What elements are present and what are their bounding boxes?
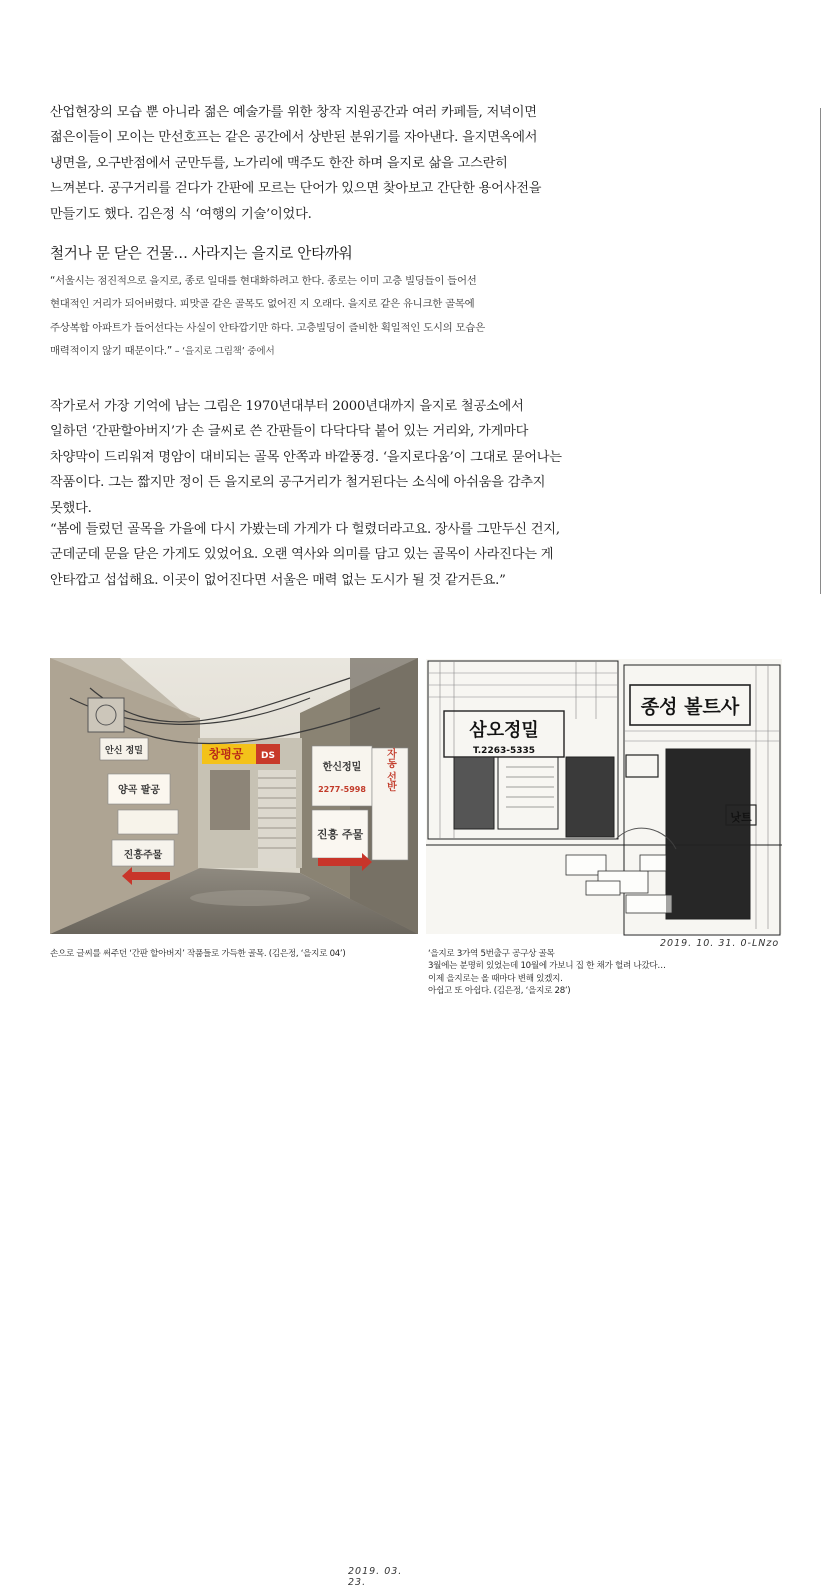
sign-right-3: 2277-5998 xyxy=(318,785,366,794)
body-paragraph-1: 산업현장의 모습 뿐 아니라 젊은 예술가를 위한 창작 지원공간과 여러 카페들, 저녁이면 젊은이들이 모이는 만선호프는 같은 공간에서 상반된 분위기를 자아낸다. 을지면옥에서 냉면을, 오구반점에서 군만두를, 노가리에 맥주도 한잔 하며 을지로 삶을 고스란히 느껴본다. 공구거리를 걷다가 간판에 모르는 단어가 있으면 찾아보고 간단한 용어사전을 만들기도 했다. 김은정 식 ‘여행의 기술’이었다. xyxy=(50,105,542,222)
sign-ds: DS xyxy=(261,751,275,761)
book-quote-source: – ‘을지로 그림책’ 중에서 xyxy=(171,345,275,357)
sign-left-1: 안신 정밀 xyxy=(105,746,143,756)
right-illustration-date: 2019. 10. 31. 0-LNzo xyxy=(660,938,780,949)
tool-shop-sketch-drawing xyxy=(426,659,782,934)
sign-shop-phone: T.2263-5335 xyxy=(472,746,536,756)
body-paragraph-3: “봄에 들렀던 골목을 가을에 다시 가봤는데 가게가 다 헐렸더라고요. 장사를 그만두신 건지, 군데군데 문을 닫은 가게도 있었어요. 오랜 역사와 의미를 담고 있는 골목이 사라진다는 게 안타깝고 섭섭해요. 이곳이 없어진다면 서울은 매력 없는 도시가 될 것 같거든요.” xyxy=(50,522,560,588)
sign-shop-name: 삼오정밀 xyxy=(469,720,539,741)
left-illustration-caption: 손으로 글씨를 써주던 ‘간판 할아버지’ 작품들로 가득한 골목. (김은정, ‘을지로 04’) xyxy=(50,949,346,959)
sign-right-1: 한신정밀 xyxy=(322,762,362,773)
book-quote-text: “서울시는 점진적으로 을지로, 종로 일대를 현대화하려고 한다. 종로는 이미 고층 빌딩들이 들어선 현대적인 거리가 되어버렸다. 피맛골 같은 골목도 없어진 지 오래다. 을지로 같은 유니크한 골목에 주상복합 아파트가 들어선다는 사실이 안타깝기만 하다. 고층빌딩이 즐비한 획일적인 도시의 모습은 매력적이지 않기 때문이다.” xyxy=(50,275,485,357)
sign-top-shop: 창평공 xyxy=(208,747,244,761)
tool-shop-sketch-illustration xyxy=(426,659,782,934)
left-illustration-date: 2019. 03. 23. xyxy=(348,1566,403,1588)
book-quote xyxy=(50,270,590,363)
alley-watercolor-drawing xyxy=(50,658,418,934)
sign-nut: 낫트 xyxy=(730,811,752,824)
sign-right-2: 자동 선반 xyxy=(384,748,396,792)
right-illustration-caption: ‘을지로 3가역 5번출구 공구상 골목 3월에는 분명히 있었는데 10월에 가보니 집 한 채가 헐려 나갔다… 이제 을지로는 올 때마다 변해 있겠지. 아쉽고 또 아쉽다. (김은정, ‘을지로 28’) xyxy=(428,949,666,997)
section-heading: 철거나 문 닫은 건물… 사라지는 을지로 안타까워 xyxy=(50,245,353,262)
sign-right-4: 진흥 주물 xyxy=(316,828,364,841)
body-paragraph-2: 작가로서 가장 기억에 남는 그림은 1970년대부터 2000년대까지 을지로 철공소에서 일하던 ‘간판할아버지’가 손 글씨로 쓴 간판들이 다닥다닥 붙어 있는 거리와, 가게마다 차양막이 드리워져 명암이 대비되는 골목 안쪽과 바깥풍경. ‘을지로다움’이 그대로 묻어나는 작품이다. 그는 짧지만 정이 든 을지로의 공구거리가 철거된다는 소식에 아쉬움을 감추지 못했다. xyxy=(50,399,562,516)
sign-left-2: 양곡 팔공 xyxy=(117,785,161,796)
sign-bolt-shop: 종성 볼트사 xyxy=(640,696,740,718)
sign-left-3: 진흥주물 xyxy=(123,850,163,861)
